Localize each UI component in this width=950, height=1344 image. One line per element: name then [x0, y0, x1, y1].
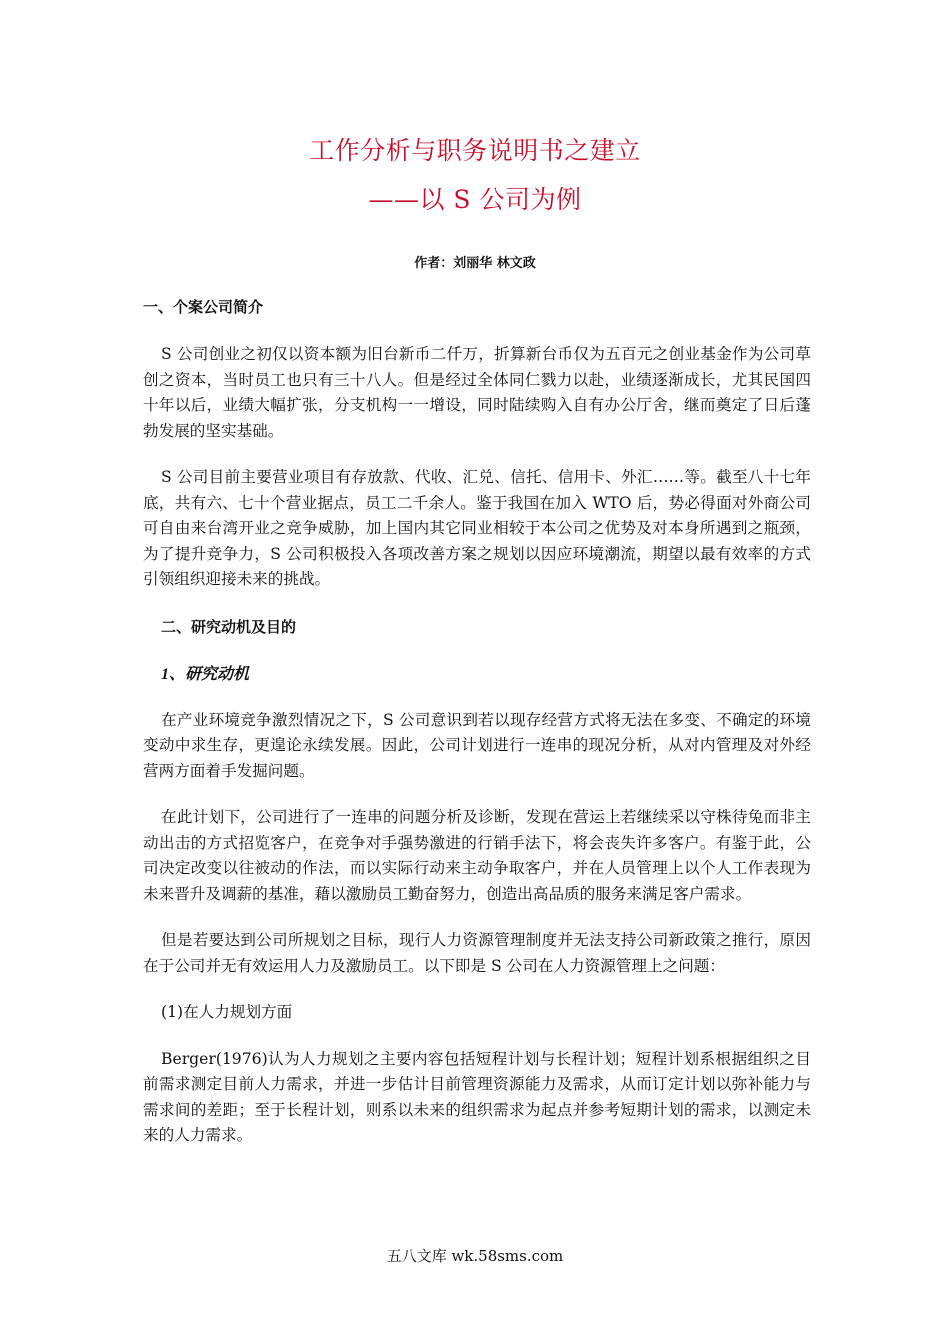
- subsection-heading-motive: 1、研究动机: [161, 665, 250, 683]
- section-heading-company-intro: 一、个案公司简介: [143, 298, 264, 316]
- author-line: 作者：刘丽华 林文政: [414, 256, 536, 271]
- footer-watermark: 五八文库 wk.58sms.com: [386, 1247, 564, 1265]
- document-body: [143, 294, 811, 1149]
- paragraph: S 公司目前主要营业项目有存放款、代收、汇兑、信托、信用卡、外汇……等。截至八十七年底，共有六、七十个营业据点，员工二千余人。鉴于我国在加入 WTO 后，势必得面对外商公司可自由来台湾开业之竞争威胁，加上国内其它同业相较于本公司之优势及对本身所遇到之瓶颈，为了提升竞争力，S 公司积极投入各项改善方案之规划以因应环境潮流，期望以最有效率的方式引领组织迎接未来的挑战。: [143, 468, 811, 588]
- document-title: 工作分析与职务说明书之建立: [309, 136, 641, 165]
- paragraph: Berger(1976)认为人力规划之主要内容包括短程计划与长程计划；短程计划系根据组织之目前需求测定目前人力需求，并进一步估计目前管理资源能力及需求，从而订定计划以弥补能力与需求间的差距；至于长程计划，则系以未来的组织需求为起点并参考短期计划的需求，以测定未来的人力需求。: [143, 1049, 811, 1144]
- paragraph: 在产业环境竞争激烈情况之下，S 公司意识到若以现存经营方式将无法在多变、不确定的环境变动中求生存，更遑论永续发展。因此，公司计划进行一连串的现况分析，从对内管理及对外经营两方面着手发掘问题。: [143, 710, 811, 780]
- list-item-heading: (1)在人力规划方面: [161, 1003, 293, 1021]
- document-subtitle: ——以 S 公司为例: [368, 185, 582, 214]
- paragraph: 但是若要达到公司所规划之目标，现行人力资源管理制度并无法支持公司新政策之推行，原因在于公司并无有效运用人力及激励员工。以下即是 S 公司在人力资源管理上之问题：: [143, 931, 811, 975]
- paragraph: 在此计划下，公司进行了一连串的问题分析及诊断，发现在营运上若继续采以守株待兔而非主动出击的方式招览客户，在竞争对手强势激进的行销手法下，将会丧失许多客户。有鉴于此，公司决定改变以往被动的作法，而以实际行动来主动争取客户，并在人员管理上以个人工作表现为未来晋升及调薪的基准，藉以激励员工勤奋努力，创造出高品质的服务来满足客户需求。: [143, 808, 811, 903]
- paragraph: S 公司创业之初仅以资本额为旧台新币二仟万，折算新台币仅为五百元之创业基金作为公司草创之资本，当时员工也只有三十八人。但是经过全体同仁戮力以赴，业绩逐渐成长，尤其民国四十年以后，业绩大幅扩张，分支机构一一增设，同时陆续购入自有办公厅舍，继而奠定了日后蓬勃发展的坚实基础。: [143, 345, 811, 440]
- section-heading-research-motive: 二、研究动机及目的: [161, 617, 297, 636]
